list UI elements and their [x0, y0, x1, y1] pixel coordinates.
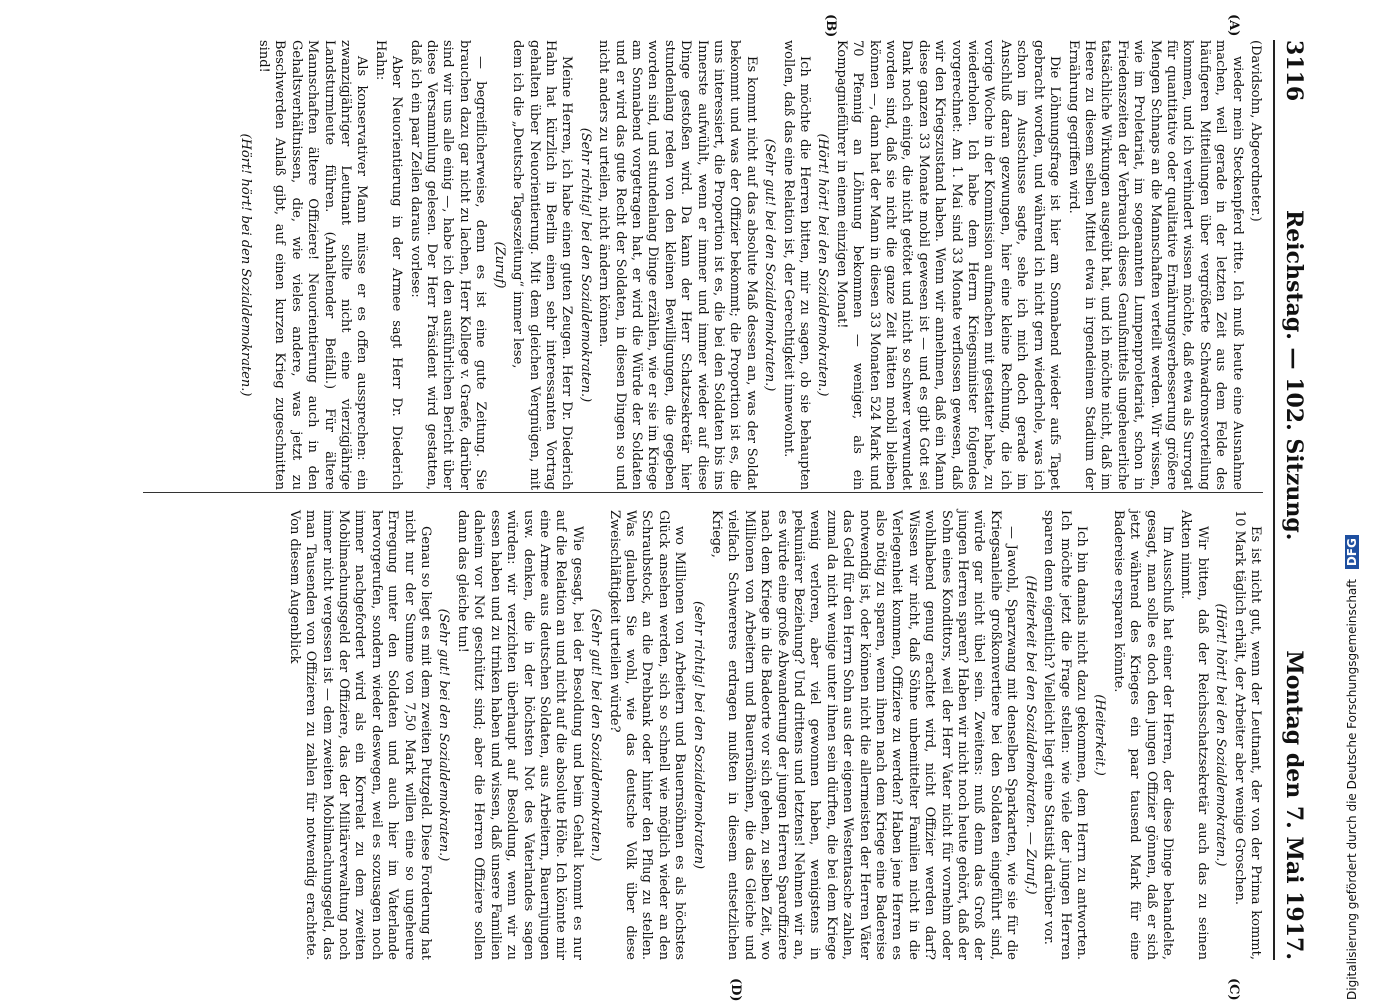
interjection: (Heiterkeit bei den Sozialdemokraten. — Zuruf.)	[1022, 575, 1038, 895]
margin-mark-a: (A)	[1226, 14, 1241, 37]
interjection: (Heiterkeit.)	[1092, 694, 1108, 776]
paragraph: Die Löhnungsfrage ist hier am Sonnabend wieder aufs Tapet gebracht worden, und während ich nicht gern wiederhole, was ich schon im Ausschusse sagte, sehe ich mich doch gerade im Anschluß daran gezwungen, hier eine kleine Rechnung, die ich vorige Woche in der Kommission aufmachen mit gestatter habe, zu wiederholen. Ich habe dem Herrn Kriegsminister folgendes vorgerechnet: Am 1. Mai sind 33 Monate verflossen gewesen, daß wir den Kriegszustand haben. Wenn wir annehmen, daß ein Mann diese ganzen 33 Monate mobil gewesen ist — und es gibt Gott sei Dank noch einige, die nicht getötet und nicht so schwer verwundet worden sind, daß sie nicht die ganze Zeit hätten mobil bleiben können —, dann hat der Mann in diesen 33 Monaten 524 Mark und 70 Pfennig an Löhnung bekommen — weniger, als ein Kompagnieführer in einem einzigen Monat!	[833, 40, 1063, 490]
paragraph: Genau so liegt es mit dem zweiten Putzgeld. Diese Forderung hat nicht nur der Summe von 7,50 Mark willen eine so ungeheure Erregung unter den Soldaten und auch hier im Vaterlande hervorgerufen, sondern wieder deswegen, weil es sozusagen noch immer nachgefordert wird als ein Korrelat zu dem zweiten Mobilmachungsgeld der Offiziere, das der Militärverwaltung noch immer nicht vergessen ist — dem zweiten Mobilmachungsgeld, das man Tausenden von Offizieren zu zahlen für notwendig erachtete. Von diesem Augenblick	[286, 510, 434, 960]
credit-text: Digitalisierung gefördert durch die Deutsche Forschungsgemeinschaft	[1345, 578, 1359, 1000]
column-divider	[143, 492, 1263, 493]
interjection: (sehr richtig! bei den Sozialdemokraten)	[690, 600, 706, 870]
dfg-logo: DFG	[1345, 535, 1359, 569]
margin-mark-c: (C)	[1226, 978, 1241, 1001]
interjection: (Sehr gut! bei den Sozialdemokraten.)	[588, 608, 604, 862]
header-date: Montag den 7. Mai 1917.	[1281, 650, 1307, 960]
paragraph: Es kommt nicht auf das absolute Maß dessen an, was der Soldat bekommt und was der Offizier bekommt; die Proportion ist es, die uns interessiert, die Proportion ist es, die bei den Soldaten bis ins Innerste aufwühlt, wenn er immer und immer wieder auf diese Dinge gestoßen wird. Da kann der Herr Schatzsekretär hier stundenlang reden von den kleinen Bewilligungen, die gegeben worden sind, und stundenlang Dinge erzählen, wie er sie im Kriege am Sonnabend vorgetragen hat, er wird die Würde der Soldaten und er wird das gute Recht der Soldaten, in diesen Dingen so und nicht anders zu urteilen, nicht ändern können.	[596, 40, 759, 490]
paragraph: — Jawohl, Sparzwang mit denselben Sparkarten, wie sie für die Kriegsanleihe großkonvertiere bei den Soldaten eingeführt sind, würde gar nicht übel sein. Zweitens: muß denn das Groß der jungen Herren sparen? Haben wir nicht noch heute gehört, daß der Sohn eines Kondittors, weil der Herr Vater nicht für vornehm oder wohlhabend genug erachtet wird, nicht Offizier werden darf? Wissen wir nicht, daß Söhne unbemittelter Familien nicht in die Verlegenheit kommen, Offiziere zu werden? Haben jene Herren es also nötig zu sparen, wenn ihnen nach dem Kriege eine Badereise notwendig ist, oder können nicht die allermeisten der Herren Väter das Geld für den Herrn Sohn aus der eigenen Westentasche zahlen, zumal da nicht wenige unter ihnen sein dürften, die bei dem Kriege wenig verloren, aber viel gewonnen haben, wenigstens in pekuniärer Beziehung? Und drittens und letztens! Nehmen wir an, es würde eine große Abwanderung der jungen Herren Sparoffiziere nach dem Kriege in die Badeorte vor sich gehen, zu selben Zeit, wo Millionen von Arbeitern und Bauernsöhnen, die das Gleiche und vielfach Schwereres erdragen mußten in diesem entsetzlichen Kriege,	[709, 510, 1020, 960]
interjection: (Hört! hört! bei den Sozialdemokraten.)	[237, 133, 253, 397]
paragraph: — begreiflicherweise, denn es ist eine gute Zeitung. Sie brauchen dazu gar nicht zu lachen, Herr Kollege v. Graefe, darüber sind wir uns alle einig —, habe ich den ausführlichen Bericht über diese Versammlung gelesen. Der Herr Präsident wird gestatten, daß ich ein paar Zeilen daraus vorlese:	[407, 40, 489, 490]
interjection: (Hört! hört! bei den Sozialdemokraten.)	[815, 133, 831, 397]
interjection: (Hört! hört! bei den Sozialdemokraten.)	[1213, 603, 1229, 867]
interjection: (Sehr gut! bei den Sozialdemokraten.)	[436, 608, 452, 862]
paragraph: Ich bin damals nicht dazu gekommen, dem Herrn zu antworten. Ich möchte jetzt die Frage stellen: wie viele der jungen Herren sparen denn eigentlich? Vielleicht liegt eine Statistik darüber vor.	[1041, 510, 1089, 960]
paragraph: Aber Neuorientierung in der Armee sagt Herr Dr. Diederich Hahn:	[372, 40, 405, 490]
digitization-credit	[1345, 0, 1365, 1000]
paragraph: (Davidsohn, Abgeordneter.)	[1248, 40, 1263, 222]
interjection: (Zuruf)	[491, 241, 507, 289]
paragraph: Wie gesagt, bei der Besoldung und beim Gehalt kommt es nur auf die Relation an und nicht auf die absolute Höhe. Ich könnte mir eine Armee aus deutschen Soldaten, aus Arbeitern, Bauernjungen usw. denken, die in der höchsten Not des Vaterlandes sagen würden: wir verzichten überhaupt auf Besoldung, wenn wir zu essen haben und zu trinken haben und wissen, daß unsere Familien daheim vor Not geschützt sind; aber die Herren Offiziere sollen dann das gleiche tun!	[454, 510, 585, 960]
quotation: Es ist nicht gut, wenn der Leutnant, der von der Prima kommt, 10 Mark täglich erhält, der Arbeiter aber wenige Groschen.	[1231, 510, 1263, 960]
margin-mark-b: (B)	[823, 14, 838, 38]
paragraph: Meine Herren, ich habe einen guten Zeugen. Herr Dr. Diederich Hahn hat kürzlich in Berlin einen sehr interessanten Vortrag gehalten über Neuorientierung. Mit dem gleichen Vergnügen, mit dem ich die „Deutsche Tageszeitung“ immer lese,	[510, 40, 575, 490]
paragraph: Im Ausschuß hat einer der Herren, der diese Dinge behandelte, gesagt, man solle es doch den jungen Offizier gönnen, daß er sich jetzt während des Krieges ein paar tausend Mark für eine Badereise ersparen könnte.	[1110, 510, 1175, 960]
quotation: Als konservativer Mann müsse er es offen aussprechen: ein zwanzigjähriger Leutnant sollte nicht eine vierzigjährige Landsturmleute führen. (Anhaltender Beifall.) Für ältere Mannschaften ältere Offiziere! Neuorientierung auch in den Gehaltsverhältnissen, die, wie vieles andere, was jetzt zu Beschwerden Anlaß gibt, auf einen kurzen Krieg zugeschnitten sind!	[256, 40, 370, 490]
paragraph: Wir bitten, daß der Reichsschatzsekretär auch das zu seinen Akten nimmt.	[1178, 510, 1210, 960]
paragraph: wo Millionen von Arbeitern und Bauernsöhnen es als höchstes Glück ansehen werden, sich so schnell wie möglich wieder an den Schraubstock, an die Drehbank oder hinter den Pflug zu stellen. Was glauben Sie wohl, wie das deutsche Volk über diese Zweischläftigkeit urteilen würde?	[606, 510, 688, 960]
interjection: (Sehr gut! bei den Sozialdemokraten.)	[762, 138, 778, 392]
paragraph: Ich möchte die Herren bitten, mir zu sagen, ob sie behaupten wollen, daß das eine Relation ist, der Gerechtigkeit innewohnt.	[780, 40, 813, 490]
page-header	[1273, 40, 1315, 960]
margin-mark-d: (D)	[728, 978, 743, 1002]
paragraph: wieder mein Steckenpferd ritte. Ich muß heute eine Ausnahme machen, weil gerade in der letzten Zeit aus dem Felde des häufigeren Mitteilungen über vergrößerte Schwadronsvorteilung kommen, und ich verhindert wissen möchte, daß etwa als Surrogat für quantitative oder qualitative Ernährungsverbesserung größere Mengen Schnaps an die Mannschaften verteilt werden. Wir wissen, wie im Proletariat, im sogenannten Lumpenproletariat, schon in Friedenszeiten der Verbrauch dieses Genußmittels ungeheuerliche tatsächliche Wirkungen ausgeübt hat, und ich möchte nicht, daß im Heere zu diesem selben Mittel etwa in irgendeinem Stadium der Ernährung gegriffen wird.	[1065, 40, 1245, 490]
header-title: Reichstag. — 102. Sitzung.	[1281, 210, 1307, 541]
right-column	[283, 510, 1263, 960]
interjection: (Sehr richtig! bei den Sozialdemokraten.)	[577, 127, 593, 403]
left-column	[234, 40, 1263, 490]
page-number: 3116	[1281, 40, 1307, 102]
